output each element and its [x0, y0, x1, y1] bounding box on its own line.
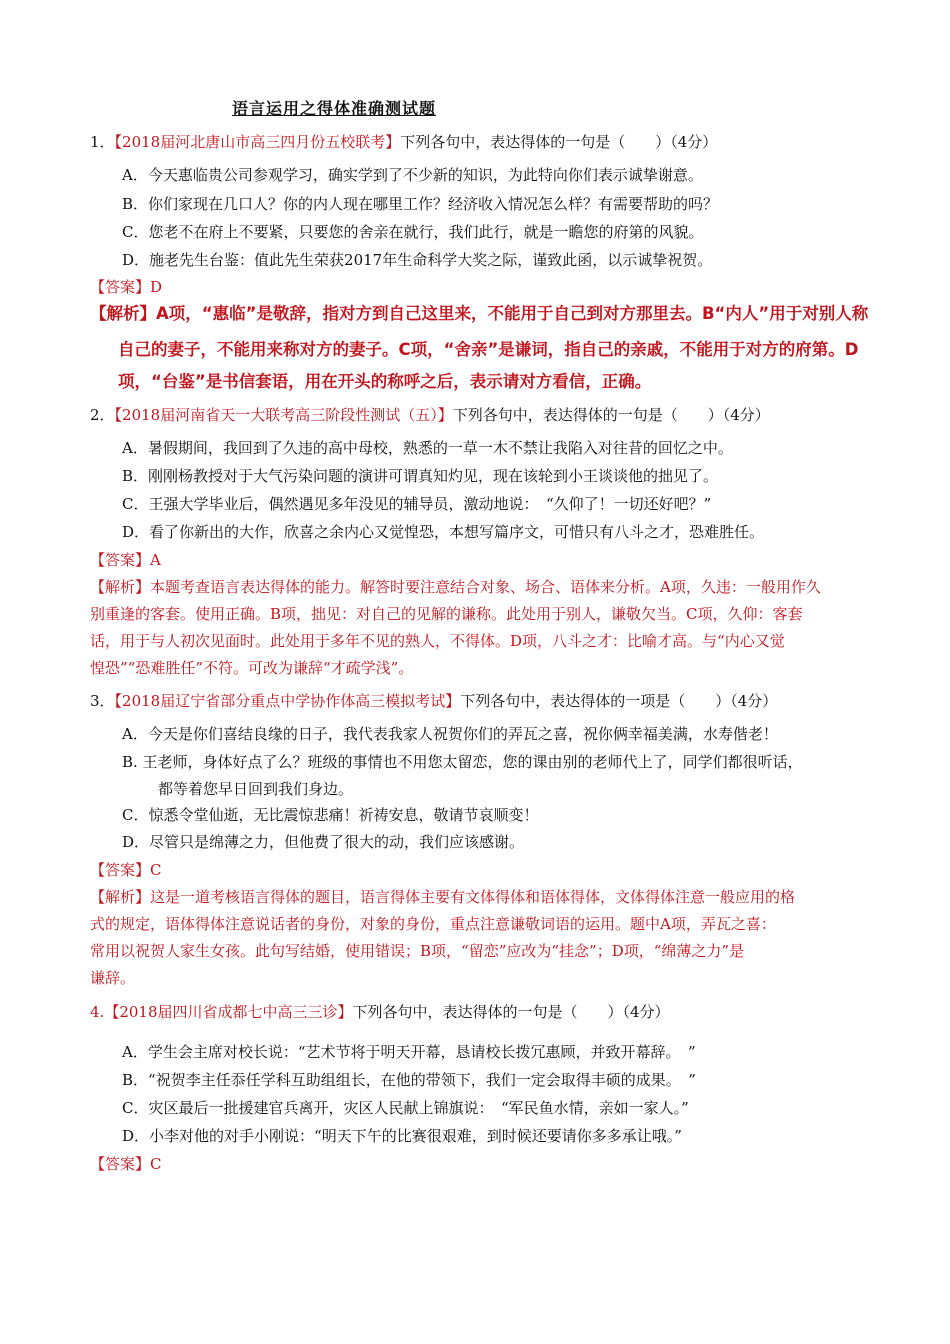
question-4-header [90, 1002, 670, 1022]
q1-option-d: D．施老先生台鉴：值此先生荣获2017年生命科学大奖之际，谨致此函，以示诚挚祝贺。 [122, 251, 713, 269]
question-number: 2． [90, 406, 115, 424]
q2-option-d: D．看了你新出的大作，欣喜之余内心又觉惶恐，本想写篇序文，可惜只有八斗之才，恐难胜任。 [122, 523, 765, 541]
question-number: 1． [90, 133, 115, 151]
question-2-header [90, 405, 770, 425]
q1-option-b: B．你们家现在几口人？你的内人现在哪里工作？经济收入情况怎么样？有需要帮助的吗？ [122, 195, 719, 213]
q3-answer: 【答案】C [90, 861, 162, 879]
q2-analysis-line-4: 惶恐”“恐难胜任”不符。可改为谦辞“才疏学浅”。 [90, 659, 414, 677]
q2-analysis-line-2: 别重逢的客套。使用正确。B项，拙见：对自己的见解的谦称。此处用于别人，谦敬欠当。C项，久仰：客套 [90, 605, 803, 623]
q4-option-c: C．灾区最后一批援建官兵离开，灾区人民献上锦旗说： “军民鱼水情，亲如一家人。” [122, 1099, 689, 1117]
q2-answer: 【答案】A [90, 551, 161, 569]
q1-analysis-line-3: 项，“台鉴”是书信套语，用在开头的称呼之后，表示请对方看信，正确。 [118, 372, 652, 391]
q3-analysis-line-2: 式的规定，语体得体注意说话者的身份，对象的身份，重点注意谦敬词语的运用。题中A项，弄瓦之喜： [90, 915, 776, 933]
question-3-header [90, 691, 777, 711]
q3-option-b-continued: 都等着您早日回到我们身边。 [158, 780, 354, 798]
q3-analysis-line-1: 【解析】这是一道考核语言得体的题目，语言得体主要有文体得体和语体得体，文体得体注意一般应用的格 [90, 888, 796, 906]
q2-option-b: B．刚刚杨教授对于大气污染问题的演讲可谓真知灼见，现在该轮到小王谈谈他的拙见了。 [122, 467, 719, 485]
q3-option-d: D．尽管只是绵薄之力，但他费了很大的动，我们应该感谢。 [122, 833, 525, 851]
question-source: 【2018届四川省成都七中高三三诊】 [104, 1003, 353, 1021]
q2-option-c: C．王强大学毕业后，偶然遇见多年没见的辅导员，激动地说： “久仰了！一切还好吧？” [122, 495, 712, 513]
q1-answer: 【答案】D [90, 278, 163, 296]
q1-option-a: A．今天惠临贵公司参观学习，确实学到了不少新的知识，为此特向你们表示诚挚谢意。 [122, 166, 703, 184]
q3-option-b: B. 王老师，身体好点了么？班级的事情也不用您太留恋，您的课由别的老师代上了，同学们都很听话， [122, 753, 803, 771]
q4-option-d: D．小李对他的对手小刚说：“明天下午的比赛很艰难，到时候还要请你多多承让哦。” [122, 1127, 682, 1145]
q3-option-c: C．惊悉令堂仙逝，无比震惊悲痛！祈祷安息，敬请节哀顺变！ [122, 806, 539, 824]
q2-analysis-line-1: 【解析】本题考查语言表达得体的能力。解答时要注意结合对象、场合、语体来分析。A项，久违：一般用作久 [90, 578, 821, 596]
q4-answer: 【答案】C [90, 1155, 162, 1173]
q4-option-b: B．“祝贺李主任忝任学科互助组组长，在他的带领下，我们一定会取得丰硕的成果。 ” [122, 1071, 696, 1089]
question-source: 【2018届河南省天一大联考高三阶段性测试（五）】 [114, 406, 453, 424]
q4-option-a: A．学生会主席对校长说：“艺术节将于明天开幕，恳请校长拨冗惠顾，并致开幕辞。 ” [122, 1043, 696, 1061]
q3-option-a: A．今天是你们喜结良缘的日子，我代表我家人祝贺你们的弄瓦之喜，祝你俩幸福美满，水寿偕老！ [122, 725, 778, 743]
q2-analysis-line-3: 话，用于与人初次见面时。此处用于多年不见的熟人，不得体。D项，八斗之才：比喻才高。与“内心又觉 [90, 632, 785, 650]
question-source: 【2018届辽宁省部分重点中学协作体高三模拟考试】 [114, 692, 461, 710]
q3-analysis-line-4: 谦辞。 [90, 969, 136, 987]
question-stem: 下列各句中，表达得体的一项是（ ）（4分） [460, 692, 778, 710]
q1-option-c: C．您老不在府上不要紧，只要您的舍亲在就行，我们此行，就是一瞻您的府第的风貌。 [122, 223, 704, 241]
q3-analysis-line-3: 常用以祝贺人家生女孩。此句写结婚，使用错误；B项，“留恋”应改为“挂念”；D项，“绵薄之力”是 [90, 942, 745, 960]
q2-option-a: A．暑假期间，我回到了久违的高中母校，熟悉的一草一木不禁让我陷入对往昔的回忆之中。 [122, 439, 733, 457]
question-stem: 下列各句中，表达得体的一句是（ ）（4分） [452, 406, 770, 424]
question-number: 4. [90, 1003, 105, 1021]
q1-analysis-line-1: 【解析】A项，“惠临”是敬辞，指对方到自己这里来，不能用于自己到对方那里去。B“内人”用于对别人称 [90, 304, 869, 323]
question-stem: 下列各句中，表达得体的一句是（ ）（4分） [400, 133, 718, 151]
q1-analysis-line-2: 自己的妻子，不能用来称对方的妻子。C项，“舍亲”是谦词，指自己的亲戚，不能用于对方的府第。D [118, 340, 859, 359]
question-stem: 下列各句中，表达得体的一句是（ ）（4分） [352, 1003, 670, 1021]
question-1-header [90, 132, 717, 152]
page-title: 语言运用之得体准确测试题 [232, 99, 437, 118]
question-source: 【2018届河北唐山市高三四月份五校联考】 [114, 133, 401, 151]
question-number: 3． [90, 692, 115, 710]
